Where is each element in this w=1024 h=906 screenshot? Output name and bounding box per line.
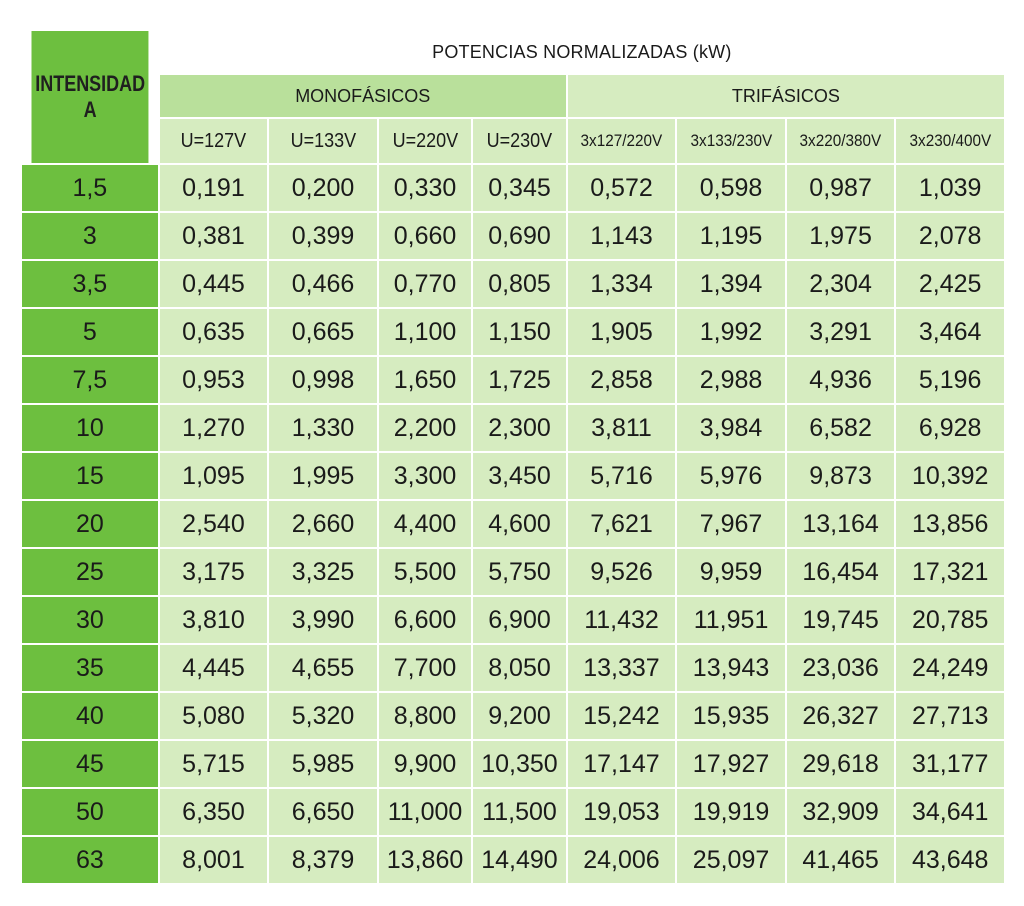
intensity-value: 15	[22, 453, 158, 499]
power-value-cell: 10,350	[473, 741, 565, 787]
power-value-cell: 2,540	[160, 501, 268, 547]
power-value-cell: 0,381	[160, 213, 268, 259]
power-value-cell: 2,200	[379, 405, 471, 451]
voltage-column-label: 3x220/380V	[799, 131, 882, 150]
power-value-cell: 1,334	[568, 261, 676, 307]
power-value-cell: 17,927	[677, 741, 785, 787]
power-value-cell: 0,466	[269, 261, 377, 307]
voltage-column-header	[269, 119, 377, 163]
power-value-cell: 17,321	[896, 549, 1004, 595]
power-value-cell: 5,750	[473, 549, 565, 595]
power-value-cell: 27,713	[896, 693, 1004, 739]
power-value-cell: 1,394	[677, 261, 785, 307]
intensity-value: 35	[22, 645, 158, 691]
power-value-cell: 0,998	[269, 357, 377, 403]
power-value-cell: 4,600	[473, 501, 565, 547]
power-value-cell: 13,856	[896, 501, 1004, 547]
table-row	[22, 213, 1004, 259]
voltage-column-header	[568, 119, 676, 163]
power-value-cell: 1,650	[379, 357, 471, 403]
power-value-cell: 9,873	[787, 453, 895, 499]
power-value-cell: 5,320	[269, 693, 377, 739]
power-value-cell: 1,039	[896, 165, 1004, 211]
intensity-value: 3	[22, 213, 158, 259]
power-value-cell: 0,635	[160, 309, 268, 355]
voltage-column-label: U=220V	[392, 129, 458, 152]
power-value-cell: 19,919	[677, 789, 785, 835]
power-value-cell: 0,805	[473, 261, 565, 307]
power-value-cell: 1,992	[677, 309, 785, 355]
power-value-cell: 3,450	[473, 453, 565, 499]
power-value-cell: 11,951	[677, 597, 785, 643]
power-value-cell: 13,860	[379, 837, 471, 883]
power-value-cell: 1,270	[160, 405, 268, 451]
power-value-cell: 41,465	[787, 837, 895, 883]
table-row	[22, 453, 1004, 499]
power-value-cell: 6,350	[160, 789, 268, 835]
table-row	[22, 261, 1004, 307]
intensity-value: 7,5	[22, 357, 158, 403]
power-value-cell: 0,987	[787, 165, 895, 211]
power-value-cell: 14,490	[473, 837, 565, 883]
table-row	[22, 501, 1004, 547]
power-value-cell: 19,053	[568, 789, 676, 835]
voltage-header-row	[22, 119, 1004, 163]
power-value-cell: 34,641	[896, 789, 1004, 835]
power-value-cell: 5,716	[568, 453, 676, 499]
intensity-value: 45	[22, 741, 158, 787]
power-value-cell: 0,572	[568, 165, 676, 211]
power-value-cell: 4,445	[160, 645, 268, 691]
voltage-column-label: 3x133/230V	[690, 131, 772, 150]
table-row	[22, 645, 1004, 691]
power-value-cell: 3,300	[379, 453, 471, 499]
power-value-cell: 17,147	[568, 741, 676, 787]
power-value-cell: 4,400	[379, 501, 471, 547]
power-value-cell: 43,648	[896, 837, 1004, 883]
power-value-cell: 7,700	[379, 645, 471, 691]
voltage-column-header	[896, 119, 1004, 163]
table-header	[22, 31, 1004, 163]
power-value-cell: 0,953	[160, 357, 268, 403]
power-value-cell: 1,725	[473, 357, 565, 403]
power-value-cell: 23,036	[787, 645, 895, 691]
power-value-cell: 1,975	[787, 213, 895, 259]
power-value-cell: 0,200	[269, 165, 377, 211]
power-value-cell: 1,905	[568, 309, 676, 355]
power-value-cell: 11,500	[473, 789, 565, 835]
power-value-cell: 6,582	[787, 405, 895, 451]
table-title: POTENCIAS NORMALIZADAS (kW)	[160, 31, 1004, 73]
power-value-cell: 25,097	[677, 837, 785, 883]
power-value-cell: 9,900	[379, 741, 471, 787]
power-value-cell: 0,665	[269, 309, 377, 355]
power-value-cell: 4,936	[787, 357, 895, 403]
intensity-value: 40	[22, 693, 158, 739]
power-value-cell: 7,967	[677, 501, 785, 547]
power-table-container	[20, 29, 1006, 885]
power-value-cell: 32,909	[787, 789, 895, 835]
intensity-value: 3,5	[22, 261, 158, 307]
voltage-column-label: U=230V	[486, 129, 553, 152]
table-row	[22, 405, 1004, 451]
power-value-cell: 15,242	[568, 693, 676, 739]
intensity-value: 20	[22, 501, 158, 547]
voltage-column-header	[473, 119, 565, 163]
table-row	[22, 741, 1004, 787]
voltage-column-header	[379, 119, 471, 163]
power-value-cell: 31,177	[896, 741, 1004, 787]
power-value-cell: 0,345	[473, 165, 565, 211]
intensity-value: 10	[22, 405, 158, 451]
power-value-cell: 6,650	[269, 789, 377, 835]
power-value-cell: 0,330	[379, 165, 471, 211]
voltage-column-label: U=133V	[290, 129, 356, 152]
power-value-cell: 24,006	[568, 837, 676, 883]
power-value-cell: 26,327	[787, 693, 895, 739]
power-value-cell: 5,715	[160, 741, 268, 787]
power-value-cell: 20,785	[896, 597, 1004, 643]
power-value-cell: 5,500	[379, 549, 471, 595]
voltage-column-label: U=127V	[180, 129, 247, 152]
power-value-cell: 2,858	[568, 357, 676, 403]
power-value-cell: 29,618	[787, 741, 895, 787]
power-value-cell: 5,985	[269, 741, 377, 787]
group-header-trifasicos: TRIFÁSICOS	[568, 75, 1004, 117]
power-value-cell: 24,249	[896, 645, 1004, 691]
power-value-cell: 5,976	[677, 453, 785, 499]
power-value-cell: 1,150	[473, 309, 565, 355]
intensity-value: 30	[22, 597, 158, 643]
power-table	[20, 29, 1006, 885]
power-value-cell: 1,100	[379, 309, 471, 355]
intensity-header	[31, 31, 148, 163]
power-value-cell: 1,995	[269, 453, 377, 499]
intensity-value: 1,5	[22, 165, 158, 211]
intensity-value: 5	[22, 309, 158, 355]
power-value-cell: 2,304	[787, 261, 895, 307]
power-value-cell: 2,300	[473, 405, 565, 451]
power-value-cell: 13,164	[787, 501, 895, 547]
power-value-cell: 8,379	[269, 837, 377, 883]
intensity-header-label: INTENSIDAD A	[34, 71, 145, 122]
voltage-column-header	[677, 119, 785, 163]
power-value-cell: 3,984	[677, 405, 785, 451]
power-value-cell: 2,660	[269, 501, 377, 547]
power-value-cell: 11,432	[568, 597, 676, 643]
power-value-cell: 1,095	[160, 453, 268, 499]
power-value-cell: 6,928	[896, 405, 1004, 451]
power-value-cell: 9,200	[473, 693, 565, 739]
power-value-cell: 19,745	[787, 597, 895, 643]
power-value-cell: 2,425	[896, 261, 1004, 307]
intensity-value: 25	[22, 549, 158, 595]
power-value-cell: 1,330	[269, 405, 377, 451]
table-row	[22, 309, 1004, 355]
power-value-cell: 15,935	[677, 693, 785, 739]
power-value-cell: 2,078	[896, 213, 1004, 259]
intensity-value: 63	[22, 837, 158, 883]
power-value-cell: 6,900	[473, 597, 565, 643]
power-value-cell: 9,526	[568, 549, 676, 595]
table-body	[22, 165, 1004, 883]
power-value-cell: 1,195	[677, 213, 785, 259]
power-value-cell: 2,988	[677, 357, 785, 403]
table-row	[22, 789, 1004, 835]
power-value-cell: 1,143	[568, 213, 676, 259]
power-value-cell: 13,943	[677, 645, 785, 691]
intensity-value: 50	[22, 789, 158, 835]
power-value-cell: 0,660	[379, 213, 471, 259]
power-value-cell: 0,770	[379, 261, 471, 307]
power-value-cell: 0,690	[473, 213, 565, 259]
voltage-column-header	[787, 119, 895, 163]
power-value-cell: 0,598	[677, 165, 785, 211]
voltage-column-label: 3x127/220V	[580, 131, 663, 150]
power-value-cell: 3,325	[269, 549, 377, 595]
power-value-cell: 10,392	[896, 453, 1004, 499]
table-row	[22, 597, 1004, 643]
power-value-cell: 13,337	[568, 645, 676, 691]
table-row	[22, 357, 1004, 403]
power-value-cell: 4,655	[269, 645, 377, 691]
power-value-cell: 16,454	[787, 549, 895, 595]
group-header-monofasicos: MONOFÁSICOS	[160, 75, 566, 117]
power-value-cell: 8,800	[379, 693, 471, 739]
power-value-cell: 3,175	[160, 549, 268, 595]
power-value-cell: 3,291	[787, 309, 895, 355]
power-value-cell: 6,600	[379, 597, 471, 643]
power-value-cell: 5,196	[896, 357, 1004, 403]
power-value-cell: 8,001	[160, 837, 268, 883]
voltage-column-label: 3x230/400V	[909, 131, 992, 150]
voltage-column-header	[160, 119, 268, 163]
power-value-cell: 3,464	[896, 309, 1004, 355]
power-value-cell: 3,811	[568, 405, 676, 451]
power-value-cell: 3,810	[160, 597, 268, 643]
table-row	[22, 693, 1004, 739]
table-row	[22, 837, 1004, 883]
table-row	[22, 549, 1004, 595]
power-value-cell: 5,080	[160, 693, 268, 739]
table-row	[22, 165, 1004, 211]
power-value-cell: 0,191	[160, 165, 268, 211]
power-value-cell: 11,000	[379, 789, 471, 835]
power-value-cell: 7,621	[568, 501, 676, 547]
power-value-cell: 0,399	[269, 213, 377, 259]
power-value-cell: 9,959	[677, 549, 785, 595]
power-value-cell: 0,445	[160, 261, 268, 307]
power-value-cell: 3,990	[269, 597, 377, 643]
power-value-cell: 8,050	[473, 645, 565, 691]
